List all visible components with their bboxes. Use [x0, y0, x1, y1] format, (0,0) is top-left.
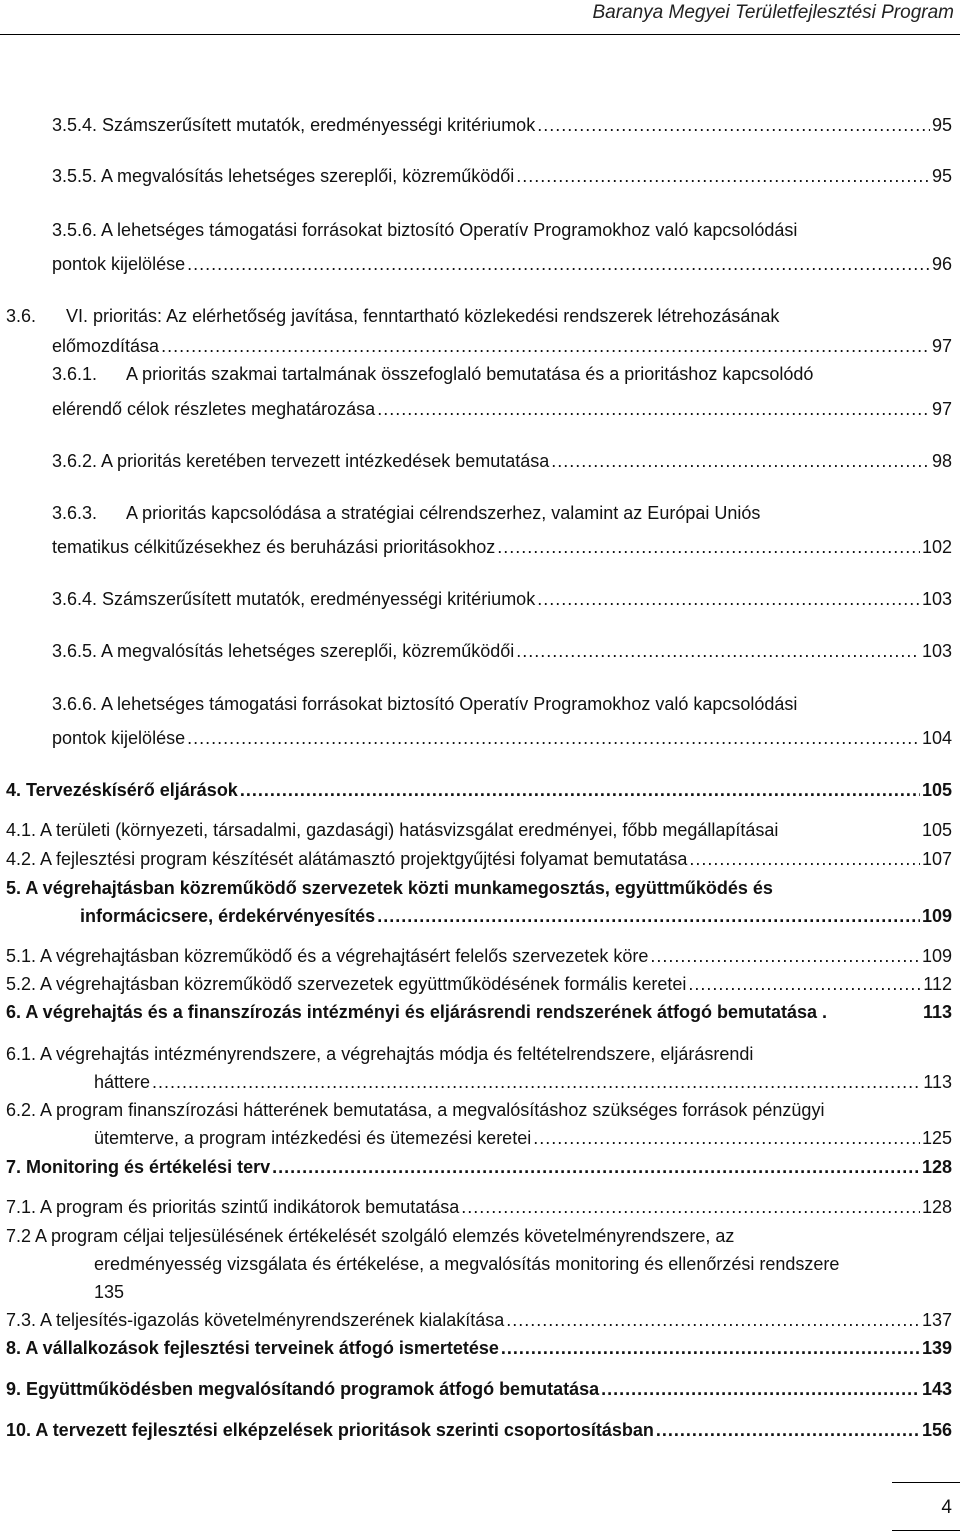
toc-entry-page: 103 [921, 641, 952, 661]
toc-entry-page: 98 [931, 451, 952, 471]
toc-entry[interactable] [52, 639, 952, 663]
toc-entry-title: 7.3. A teljesítés-igazolás követelményrendszerének kialakítása [6, 1310, 505, 1330]
toc-entry-page: 104 [921, 728, 952, 748]
toc-chapter[interactable] [6, 1155, 952, 1179]
toc-entry-title: 3.6.2. A prioritás keretében tervezett intézkedések bemutatása [52, 451, 550, 471]
toc-chapter-title: 6. A végrehajtás és a finanszírozás intézményi és eljárásrendi rendszerének átfogó bemutatása . [6, 1002, 827, 1022]
toc-chapter-title: 7. Monitoring és értékelési terv [6, 1157, 271, 1177]
toc-chapter[interactable] [6, 1336, 952, 1360]
toc-entry-page: 125 [921, 1128, 952, 1148]
toc-entry-page: 113 [923, 1072, 952, 1092]
toc-entry-title: 3.6.4. Számszerűsített mutatók, eredményességi kritériumok [52, 589, 536, 609]
toc-entry[interactable] [52, 449, 952, 473]
toc-entry-page: 137 [921, 1310, 952, 1330]
leader-dots [377, 397, 930, 421]
toc-entry-page: 112 [923, 974, 952, 994]
toc-chapter-page: 105 [921, 780, 952, 800]
toc-entry[interactable] [52, 334, 952, 358]
toc-entry-title[interactable]: 6.1. A végrehajtás intézményrendszere, a végrehajtás módja és feltételrendszere, eljárásrendi [6, 1044, 754, 1064]
toc-entry-title: 5.1. A végrehajtásban közreműködő és a végrehajtásért felelős szervezetek köre [6, 946, 649, 966]
toc-entry[interactable] [94, 1070, 952, 1094]
toc-entry[interactable] [52, 164, 952, 188]
footer-divider [892, 1482, 960, 1483]
leader-dots [161, 334, 930, 358]
toc-entry-page: 97 [931, 336, 952, 356]
toc-entry-title: 5.2. A végrehajtásban közreműködő szervezetek együttműködésének formális keretei [6, 974, 687, 994]
toc-entry-title[interactable]: 7.2 A program céljai teljesülésének értékelését szolgáló elemzés követelményrendszere, az [6, 1226, 735, 1246]
toc-chapter[interactable] [6, 1000, 952, 1024]
toc-chapter-page: 139 [921, 1338, 952, 1358]
toc-entry-title-cont: elérendő célok részletes meghatározása [52, 399, 376, 419]
toc-chapter-title: 8. A vállalkozások fejlesztési terveinek átfogó ismertetése [6, 1338, 499, 1358]
toc-entry[interactable] [6, 972, 952, 996]
toc-entry-title-cont: háttere [94, 1072, 151, 1092]
toc-entry-title: 4.2. A fejlesztési program készítését alátámasztó projektgyűjtési folyamat bemutatása [6, 849, 688, 869]
leader-dots [377, 904, 920, 928]
toc-entry-page: 103 [921, 589, 952, 609]
toc-entry-title: 3.5.4. Számszerűsített mutatók, eredményességi kritériumok [52, 115, 536, 135]
toc-entry-title[interactable]: 3.6.1. A prioritás szakmai tartalmának összefoglaló bemutatása és a prioritáshoz kapcsolódó [52, 364, 814, 384]
toc-chapter-page: 128 [921, 1157, 952, 1177]
toc-entry[interactable] [94, 1126, 952, 1150]
toc-entry-page: 97 [931, 399, 952, 419]
toc-entry[interactable] [52, 113, 952, 137]
toc-chapter-title: 10. A tervezett fejlesztési elképzelések prioritások szerinti csoportosításban [6, 1420, 654, 1440]
leader-dots [516, 164, 930, 188]
toc-entry-page: 109 [921, 946, 952, 966]
toc-entry-title: 7.1. A program és prioritás szintű indikátorok bemutatása [6, 1197, 460, 1217]
toc-entry-title-cont: tematikus célkitűzésekhez és beruházási prioritásokhoz [52, 537, 496, 557]
toc-entry-title-cont: pontok kijelölése [52, 728, 186, 748]
toc-entry[interactable] [52, 726, 952, 750]
leader-dots [537, 113, 930, 137]
toc-chapter-page: 143 [921, 1379, 952, 1399]
toc-entry[interactable] [6, 1308, 952, 1332]
leader-dots [187, 726, 920, 750]
toc-entry-page: 102 [921, 537, 952, 557]
toc-chapter[interactable] [6, 1377, 952, 1401]
toc-entry-page: 95 [931, 115, 952, 135]
toc-entry[interactable] [6, 847, 952, 871]
toc-chapter-page: 109 [921, 906, 952, 926]
leader-dots [461, 1195, 920, 1219]
toc-chapter[interactable] [80, 904, 952, 928]
toc-chapter-title-cont: informácicsere, érdekérvényesítés [80, 906, 376, 926]
toc-chapter-title[interactable]: 5. A végrehajtásban közreműködő szervezetek közti munkamegosztás, együttműködés és [6, 878, 773, 898]
toc-entry-page: 96 [931, 254, 952, 274]
footer-divider-bottom [892, 1530, 960, 1531]
toc-entry-page: 107 [921, 849, 952, 869]
toc-entry-title-cont: előmozdítása [52, 336, 160, 356]
toc-entry-title[interactable]: 3.5.6. A lehetséges támogatási forrásokat biztosító Operatív Programokhoz való kapcsolódási [52, 220, 798, 240]
toc-entry-title[interactable]: 3.6.6. A lehetséges támogatási forrásokat biztosító Operatív Programokhoz való kapcsolódási [52, 694, 798, 714]
toc-chapter-title: 4. Tervezéskísérő eljárások [6, 780, 238, 800]
page-number: 4 [941, 1497, 952, 1518]
document-title: Baranya Megyei Területfejlesztési Program [592, 2, 954, 23]
toc-chapter-title: 9. Együttműködésben megvalósítandó programok átfogó bemutatása [6, 1379, 600, 1399]
toc-chapter-page: 113 [922, 1002, 952, 1022]
toc-entry-title-cont: pontok kijelölése [52, 254, 186, 274]
leader-dots [650, 944, 920, 968]
leader-dots [537, 587, 920, 611]
toc-entry-title[interactable]: 3.6.3. A prioritás kapcsolódása a stratégiai célrendszerhez, valamint az Európai Uniós [52, 503, 761, 523]
leader-dots [506, 1308, 920, 1332]
toc-entry-title[interactable]: 3.6. VI. prioritás: Az elérhetőség javítása, fenntartható közlekedési rendszerek létrehozásának [6, 306, 780, 326]
toc-chapter[interactable] [6, 778, 952, 802]
toc-entry-title: 4.1. A területi (környezeti, társadalmi, gazdasági) hatásvizsgálat eredményei, főbb megállapításai [6, 820, 779, 840]
leader-dots [187, 252, 930, 276]
toc-entry[interactable] [52, 587, 952, 611]
toc-chapter[interactable] [6, 1418, 952, 1442]
toc-entry-page[interactable]: 135 [94, 1282, 125, 1302]
leader-dots [501, 1336, 920, 1360]
leader-dots [240, 778, 920, 802]
toc-entry-page: 95 [931, 166, 952, 186]
leader-dots [516, 639, 920, 663]
leader-dots [152, 1070, 921, 1094]
toc-entry-page: 128 [921, 1197, 952, 1217]
toc-entry[interactable] [52, 535, 952, 559]
leader-dots [601, 1377, 920, 1401]
toc-entry[interactable] [6, 1195, 952, 1219]
toc-entry[interactable] [6, 944, 952, 968]
toc-entry-page: 105 [921, 820, 952, 840]
leader-dots [689, 847, 920, 871]
toc-entry-title: 3.6.5. A megvalósítás lehetséges szereplői, közreműködői [52, 641, 515, 661]
toc-entry[interactable] [52, 397, 952, 421]
toc-entry[interactable] [6, 818, 952, 842]
leader-dots [533, 1126, 920, 1150]
toc-entry-title-cont[interactable]: eredményesség vizsgálata és értékelése, a megvalósítás monitoring és ellenőrzési rendszere [94, 1254, 840, 1274]
toc-chapter-page: 156 [921, 1420, 952, 1440]
toc-entry[interactable] [52, 252, 952, 276]
leader-dots [656, 1418, 920, 1442]
toc-entry-title: 3.5.5. A megvalósítás lehetséges szereplői, közreműködői [52, 166, 515, 186]
leader-dots [551, 449, 930, 473]
leader-dots [272, 1155, 920, 1179]
toc-entry-title[interactable]: 6.2. A program finanszírozási hátterének bemutatása, a megvalósításhoz szükséges források pénzügyi [6, 1100, 825, 1120]
leader-dots [497, 535, 920, 559]
leader-dots [688, 972, 921, 996]
toc-entry-title-cont: ütemterve, a program intézkedési és ütemezési keretei [94, 1128, 532, 1148]
